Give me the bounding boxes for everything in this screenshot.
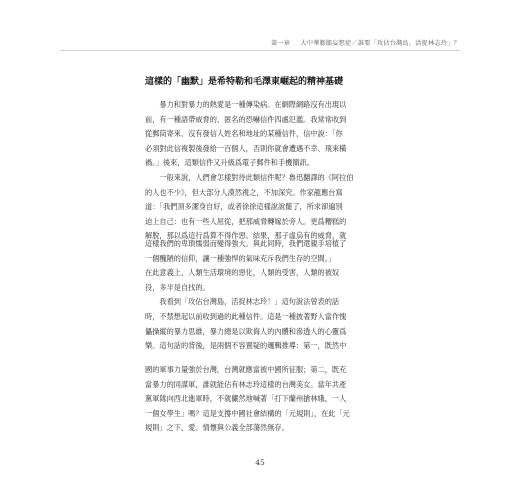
text-line: 役，多半是自找的。: [145, 282, 210, 292]
paragraph-block-2: [145, 237, 380, 354]
paragraph-block-3: [145, 363, 380, 436]
text-line: 禍。」後來，這類信件又升級爲電子郵件和手機簡訊。: [145, 158, 314, 168]
text-line: 我看到「攻佔台灣島，活捉林志玲！」這句說法曾表的話: [145, 297, 340, 307]
text-line: 樂。這句話的背後，是兩個不容置疑的邏輯推導：第一，既然中: [145, 341, 347, 351]
text-line: 從郵筒寄來、沒有發信人姓名和地址的某種信件，信中說：「你: [145, 129, 343, 139]
paragraph-block-1: [145, 98, 380, 244]
text-line: 必須對此信複製後發給一百個人，否則你就會遭遇不幸、飛來橫: [145, 143, 347, 153]
text-line: 迫上自己：也有一些人屈從，把那威脅轉嫁於旁人。更爲糟糕的: [145, 216, 347, 226]
chapter-label: 第一章: [270, 40, 291, 47]
text-line: 暴力和對暴力的熱愛是一種傳染病。在網際網路沒有出現以: [145, 100, 347, 109]
header-divider: [60, 50, 460, 51]
text-line: 的人也不少》，但大部分人漠然視之，不加深究。作家龍應台寫: [145, 187, 343, 197]
text-line: 當暴力的同謀軍，誰就能佔有林志玲這樣的台灣美女。當年共產: [145, 379, 347, 389]
text-line: 一般來說，人們會怎樣對待此類信件呢？魯迅翻譯的《阿拉伯: [145, 172, 354, 182]
text-line: 國的軍事力量強於台灣，台灣就應當被中國所征服；第二，既充: [145, 365, 347, 374]
text-line: 道：「我們頂多潔身自好，或者徐徐這樣說說罷了，所求卻遍別: [145, 202, 343, 212]
text-line: 規則」之下，愛、情懷與公義全部蕩然無存。: [145, 423, 289, 433]
text-line: 黨軍隊向西北進軍時，不就儼然地喊著「打下蘭州搶林娥，一人: [145, 394, 347, 404]
text-line: 時，不禁想起以前收到過的此種信件。這是一種披著野人當作愧: [145, 311, 347, 321]
text-line: 儡操縱的暴力思維，暴力總是以欺侮人的內體和滲透人的心靈爲: [145, 326, 347, 336]
text-line: 一個女學生」嗎？這是支撐中國社會結構的「元規則」，在此「元: [145, 408, 350, 418]
page-number: 45: [255, 458, 265, 467]
text-line: 在此意義上，人類生活環境的惡化，人類的受害，人類的被奴: [145, 268, 340, 278]
text-line: 這樣我們的卑瑣懦弱而變得強大。與此同時，我們還親手培植了: [145, 239, 347, 248]
section-heading: 這樣的「幽默」是希特勒和毛澤東崛起的精神基礎: [145, 77, 344, 87]
text-line: 前，有一種語帶威脅的、匿名的恐嚇信件四處氾濫。我常常收到: [145, 114, 347, 124]
text-line: 一個醜陋的信仰，讓一種強悍的氣味充斥我們生存的空間。」: [145, 253, 336, 263]
chapter-title: 大中華膨脹妄想症／誰要「攻佔台灣島，活捉林志玲」？: [300, 40, 460, 47]
text-line: 解脫，那以爲這行爲算不得作惡。結果，那子虛烏有的威脅，就: [145, 231, 347, 241]
running-header: [271, 38, 460, 47]
